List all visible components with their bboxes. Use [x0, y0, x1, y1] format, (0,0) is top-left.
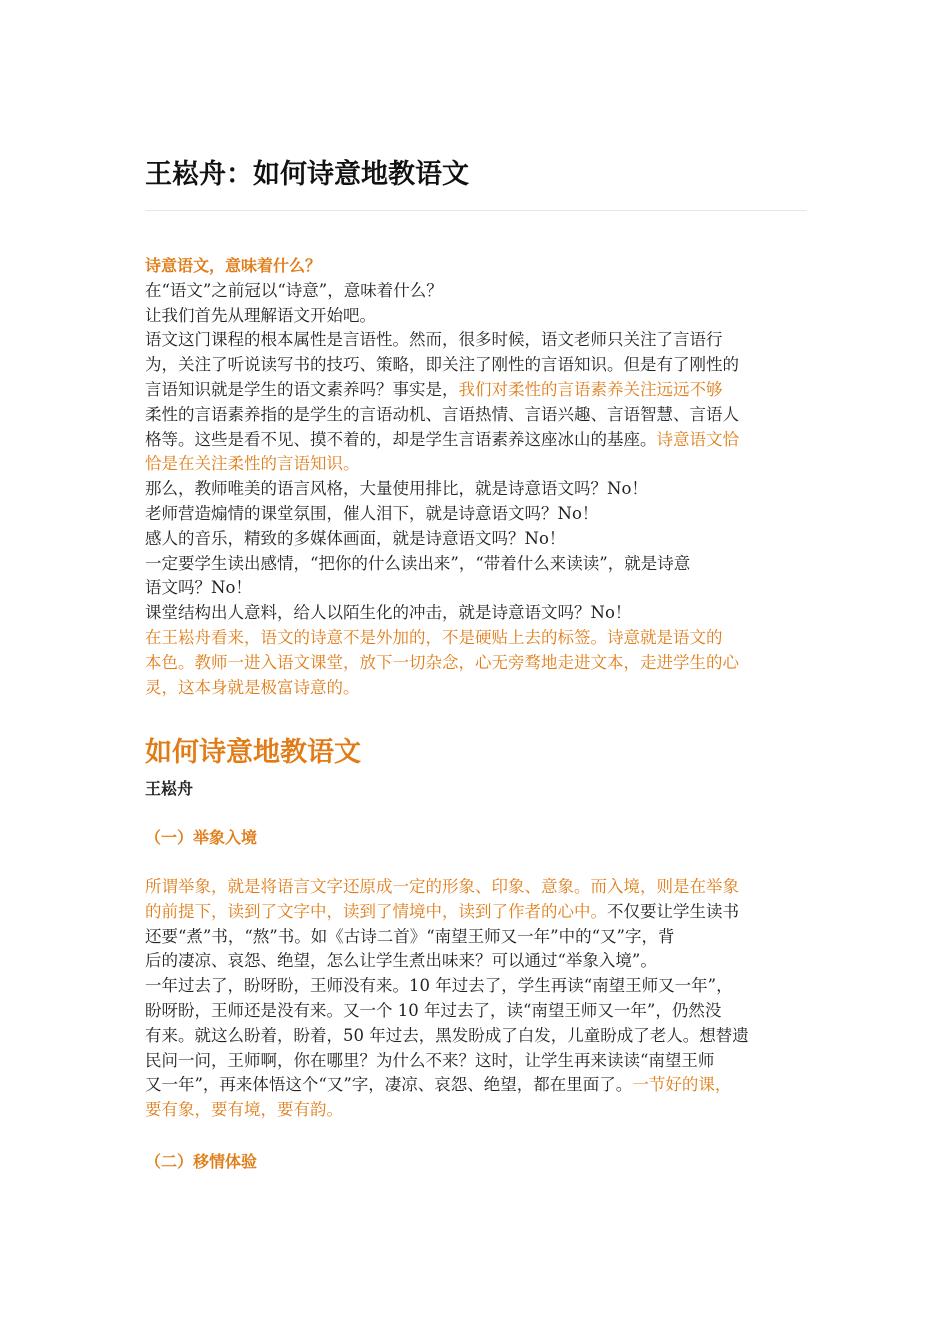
- text-line: [145, 974, 807, 999]
- highlighted-text: 在王崧舟看来，语文的诗意不是外加的，不是硬贴上去的标签。诗意就是语文的: [145, 627, 723, 647]
- body-text: 那么，教师唯美的语言风格，大量使用排比，就是诗意语文吗？No！: [145, 479, 648, 499]
- text-line: [145, 626, 807, 651]
- body-text: 老师营造煽情的课堂氛围，催人泪下，就是诗意语文吗？No！: [145, 503, 599, 523]
- text-line: [145, 875, 807, 900]
- text-line: [145, 452, 807, 477]
- text-line: [145, 576, 807, 601]
- text-line: [145, 502, 807, 527]
- paragraph-body: [145, 875, 807, 1123]
- subsection-heading-2-wrap: [145, 1150, 807, 1175]
- body-text: 言语知识就是学生的语文素养吗？事实是，: [145, 379, 459, 399]
- body-text: 还要“煮”书，“熬”书。如《古诗二首》“南望王师又一年”中的“又”字，背: [145, 926, 675, 946]
- body-text: 课堂结构出人意料，给人以陌生化的冲击，就是诗意语文吗？No！: [145, 603, 632, 623]
- body-text: 民问一问，王师啊，你在哪里？为什么不来？这时，让学生再来读读“南望王师: [145, 1050, 715, 1070]
- article-title: 王崧舟：如何诗意地教语文: [145, 159, 469, 190]
- text-line: [145, 601, 807, 626]
- highlighted-text: 恰是在关注柔性的言语知识。: [145, 454, 360, 474]
- subsection-heading: （一）举象入境: [145, 828, 258, 847]
- section-body: [145, 279, 807, 701]
- text-line: [145, 279, 807, 304]
- text-line: [145, 1098, 807, 1123]
- text-line: [145, 403, 807, 428]
- body-text: 后的凄凉、哀怨、绝望，怎么让学生煮出味来？可以通过“举象入境”。: [145, 951, 657, 971]
- text-line: [145, 378, 807, 403]
- text-line: [145, 900, 807, 925]
- text-line: [145, 1024, 807, 1049]
- text-line: [145, 428, 807, 453]
- highlighted-text: 我们对柔性的言语素养关注远远不够: [458, 379, 723, 399]
- highlighted-text: 所谓举象，就是将语言文字还原成一定的形象、印象、意象。而入境，则是在举象: [145, 877, 739, 896]
- highlighted-text: 要有象，要有境，要有韵。: [145, 1100, 343, 1120]
- body-text: 为，关注了听说读写书的技巧、策略，即关注了刚性的言语知识。但是有了刚性的: [145, 355, 739, 375]
- text-line: [145, 676, 807, 701]
- body-text: 在“语文”之前冠以“诗意”，意味着什么？: [145, 280, 443, 300]
- body-text: 一定要学生读出感情，“把你的什么读出来”，“带着什么来读读”，就是诗意: [145, 553, 691, 573]
- body-text: 语文吗？No！: [145, 578, 252, 598]
- body-text: 让我们首先从理解语文开始吧。: [145, 305, 376, 325]
- body-text: 感人的音乐，精致的多媒体画面，就是诗意语文吗？No！: [145, 528, 566, 548]
- body-text: 柔性的言语素养指的是学生的言语动机、言语热情、言语兴趣、言语智慧、言语人: [145, 404, 739, 424]
- body-text: 盼呀盼，王师还是没有来。又一个 10 年过去了，读“南望王师又一年”，仍然没: [145, 1000, 722, 1020]
- section-intro: [145, 254, 807, 700]
- body-text: 格等。这些是看不见、摸不着的，却是学生言语素养这座冰山的基座。: [145, 429, 657, 449]
- text-line: [145, 1073, 807, 1098]
- subsection-body-1: [145, 875, 807, 1123]
- highlighted-text: 的前提下，读到了文字中，读到了情境中，读到了作者的心中。: [145, 901, 607, 921]
- highlighted-text: 诗意语文恰: [656, 429, 739, 449]
- text-line: [145, 353, 807, 378]
- subtitle: 如何诗意地教语文: [145, 737, 361, 768]
- text-line: [145, 925, 807, 950]
- text-line: [145, 999, 807, 1024]
- author-name: 王崧舟: [145, 779, 194, 798]
- body-text: 有来。就这么盼着，盼着，50 年过去，黑发盼成了白发，儿童盼成了老人。想替遗: [145, 1025, 749, 1045]
- text-line: [145, 651, 807, 676]
- highlighted-text: 本色。教师一进入语文课堂，放下一切杂念，心无旁骛地走进文本，走进学生的心: [145, 652, 739, 672]
- text-line: [145, 328, 807, 353]
- highlighted-text: 一节好的课，: [632, 1075, 732, 1095]
- section-heading: 诗意语文，意味着什么？: [145, 256, 322, 275]
- text-line: [145, 477, 807, 502]
- highlighted-text: 灵，这本身就是极富诗意的。: [145, 677, 360, 697]
- text-line: [145, 1049, 807, 1074]
- body-text: 一年过去了，盼呀盼，王师没有来。10 年过去了，学生再读“南望王师又一年”，: [145, 976, 733, 996]
- body-text: 不仅要让学生读书: [607, 901, 739, 921]
- title-divider: [145, 210, 807, 211]
- subsection-heading: （二）移情体验: [145, 1152, 258, 1171]
- text-line: [145, 304, 807, 329]
- text-line: [145, 949, 807, 974]
- text-line: [145, 552, 807, 577]
- text-line: [145, 527, 807, 552]
- body-text: 又一年”，再来体悟这个“又”字，凄凉、哀怨、绝望，都在里面了。: [145, 1075, 633, 1095]
- body-text: 语文这门课程的根本属性是言语性。然而，很多时候，语文老师只关注了言语行: [145, 330, 723, 350]
- subsection-heading-1-wrap: [145, 826, 807, 851]
